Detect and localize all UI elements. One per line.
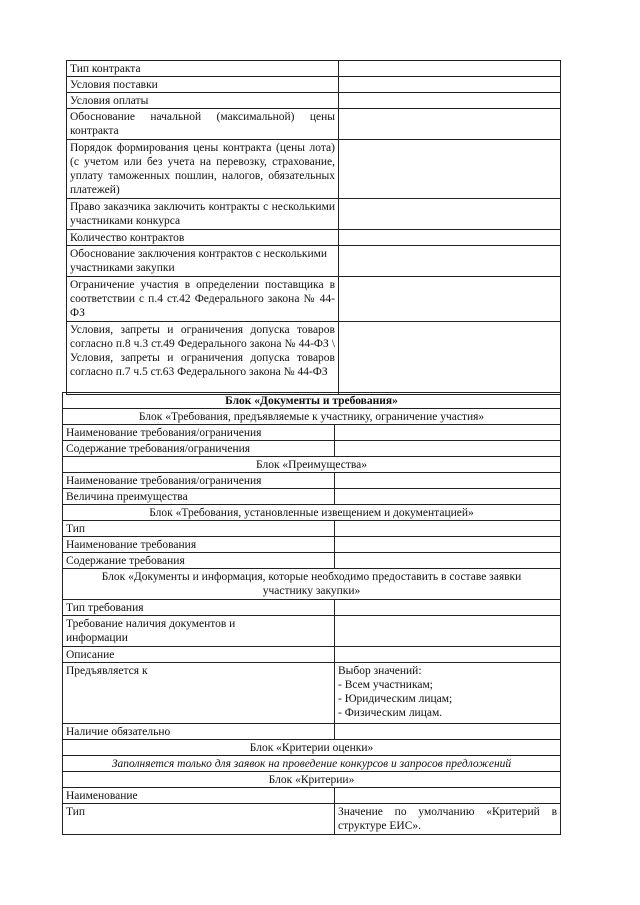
row-label: Тип: [63, 521, 335, 537]
table-row: [63, 521, 561, 537]
row-label: Содержание требования/ограничения: [63, 441, 335, 457]
table-row: [63, 441, 561, 457]
block-participant-title: Блок «Требования, предъявляемые к участнику, ограничение участия»: [63, 409, 561, 425]
row-label: Условия, запреты и ограничения допуска товаров согласно п.8 ч.3 ст.49 Федерального закона № 44-ФЗ \ Условия, запреты и ограничения допуска товаров согласно п.7 ч.5 ст.63 Федерального закона № 44-ФЗ: [67, 322, 339, 395]
table-row: [63, 457, 561, 473]
contract-terms-table: [66, 60, 561, 395]
table-row: [63, 505, 561, 521]
row-value[interactable]: [335, 600, 561, 616]
block-criteria-eval-title: Блок «Критерии оценки»: [63, 740, 561, 756]
row-label: Наименование: [63, 788, 335, 804]
table-row: [63, 616, 561, 647]
row-value[interactable]: [339, 109, 561, 140]
table-row: [63, 393, 561, 409]
option-item[interactable]: - Физическим лицам.: [338, 707, 443, 719]
row-value[interactable]: [335, 521, 561, 537]
table-row: [63, 425, 561, 441]
row-value[interactable]: [339, 246, 561, 277]
row-value[interactable]: [339, 61, 561, 77]
table-row: [67, 61, 561, 77]
row-label: Тип: [63, 804, 335, 835]
block-info-title: Блок «Документы и информация, которые необходимо предоставить в составе заявки участнику закупки»: [63, 569, 561, 600]
table-row: [67, 93, 561, 109]
row-label: Предъявляется к: [63, 663, 335, 724]
row-value[interactable]: [339, 230, 561, 246]
table-row: [63, 724, 561, 740]
row-value[interactable]: [335, 553, 561, 569]
row-label: Ограничение участия в определении поставщика в соответствии с п.4 ст.42 Федерального закона № 44-ФЗ: [67, 277, 339, 322]
table-row: [63, 740, 561, 756]
row-label: Тип контракта: [67, 61, 339, 77]
block-advantages-title: Блок «Преимущества»: [63, 457, 561, 473]
row-value[interactable]: [339, 199, 561, 230]
block-notice-title: Блок «Требования, установленные извещением и документацией»: [63, 505, 561, 521]
table-row: [63, 756, 561, 772]
row-label: Наличие обязательно: [63, 724, 335, 740]
table-row: [67, 77, 561, 93]
table-row: [63, 600, 561, 616]
row-value[interactable]: Значение по умолчанию «Критерий в структуре ЕИС».: [335, 804, 561, 835]
row-label: Обоснование заключения контрактов с несколькими участниками закупки: [67, 246, 339, 277]
table-row: [67, 277, 561, 322]
row-label: Количество контрактов: [67, 230, 339, 246]
row-label: Наименование требования/ограничения: [63, 473, 335, 489]
row-value[interactable]: [339, 140, 561, 199]
options-title: Выбор значений:: [338, 665, 422, 677]
row-value[interactable]: [335, 616, 561, 647]
row-value[interactable]: [335, 647, 561, 663]
row-value[interactable]: [335, 788, 561, 804]
row-value[interactable]: [339, 322, 561, 395]
requirements-table: [62, 392, 561, 835]
block-criteria-title: Блок «Критерии»: [63, 772, 561, 788]
table-row: [67, 322, 561, 395]
row-label: Величина преимущества: [63, 489, 335, 505]
table-row: [63, 647, 561, 663]
row-label: Содержание требования: [63, 553, 335, 569]
row-value[interactable]: [335, 473, 561, 489]
table-row: [63, 489, 561, 505]
table-row: [63, 663, 561, 724]
option-item[interactable]: - Юридическим лицам;: [338, 693, 453, 705]
table-row: [63, 772, 561, 788]
row-label: Право заказчика заключить контракты с несколькими участниками конкурса: [67, 199, 339, 230]
table-row: [67, 140, 561, 199]
table-row: [63, 569, 561, 600]
row-value[interactable]: [339, 277, 561, 322]
table-row: [67, 199, 561, 230]
row-label: Наименование требования/ограничения: [63, 425, 335, 441]
block-docs-title: Блок «Документы и требования»: [63, 393, 561, 409]
table-row: [67, 246, 561, 277]
row-label: Обоснование начальной (максимальной) цены контракта: [67, 109, 339, 140]
row-value[interactable]: [339, 77, 561, 93]
row-value[interactable]: [335, 724, 561, 740]
row-value[interactable]: [335, 537, 561, 553]
option-item[interactable]: - Всем участникам;: [338, 679, 433, 691]
row-label: Требование наличия документов и информации: [63, 616, 335, 647]
row-label: Описание: [63, 647, 335, 663]
row-label: Условия оплаты: [67, 93, 339, 109]
table-row: [63, 409, 561, 425]
row-value[interactable]: [335, 425, 561, 441]
table-row: [63, 473, 561, 489]
table-row: [67, 109, 561, 140]
row-value[interactable]: [335, 489, 561, 505]
row-value[interactable]: [335, 441, 561, 457]
table-row: [63, 553, 561, 569]
table-row: [63, 537, 561, 553]
row-label: Порядок формирования цены контракта (цены лота) (с учетом или без учета на перевозку, страхование, уплату таможенных пошлин, налогов, обязательных платежей): [67, 140, 339, 199]
row-value[interactable]: [339, 93, 561, 109]
row-label: Наименование требования: [63, 537, 335, 553]
table-row: [67, 230, 561, 246]
row-label: Условия поставки: [67, 77, 339, 93]
row-label: Тип требования: [63, 600, 335, 616]
table-row: [63, 804, 561, 835]
criteria-eval-note: Заполняется только для заявок на проведение конкурсов и запросов предложений: [63, 756, 561, 772]
table-row: [63, 788, 561, 804]
presented-to-options[interactable]: [335, 663, 561, 724]
